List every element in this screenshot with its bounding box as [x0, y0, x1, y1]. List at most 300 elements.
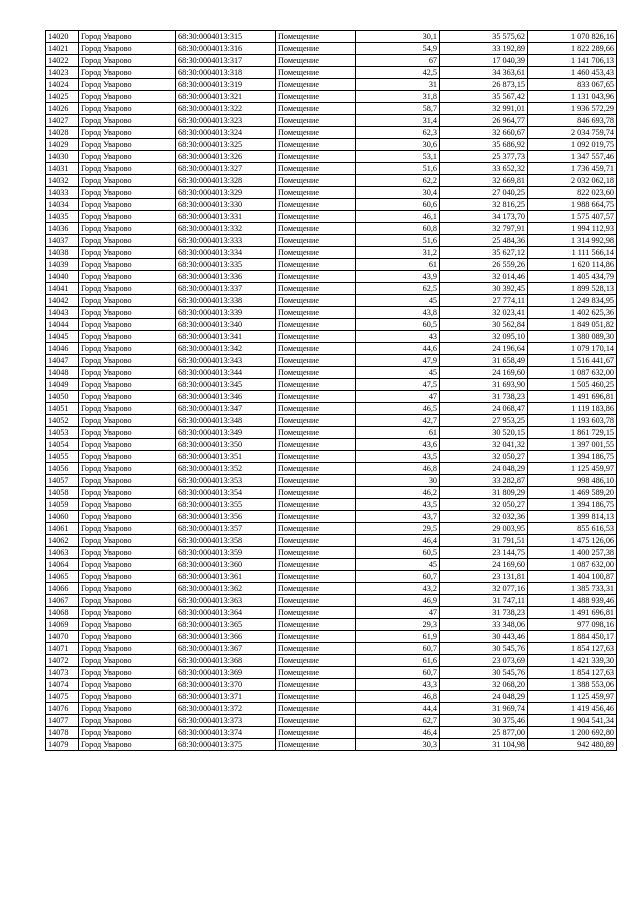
table-row — [46, 523, 617, 535]
object-type-cell: Помещение — [276, 583, 356, 595]
object-type-cell: Помещение — [276, 235, 356, 247]
table-body — [46, 31, 617, 751]
object-type-cell: Помещение — [276, 403, 356, 415]
area-cell: 43,3 — [356, 679, 440, 691]
object-type-cell: Помещение — [276, 115, 356, 127]
table-row — [46, 415, 617, 427]
table-row — [46, 595, 617, 607]
settlement-cell: Город Уварово — [79, 715, 176, 727]
cadastral-number-cell: 68:30:0004013:361 — [176, 571, 276, 583]
area-cell: 51,6 — [356, 235, 440, 247]
table-row — [46, 67, 617, 79]
specific-value-cell: 32 068,20 — [440, 679, 528, 691]
settlement-cell: Город Уварово — [79, 67, 176, 79]
area-cell: 60,6 — [356, 199, 440, 211]
cadastral-value-cell: 1 421 339,30 — [528, 655, 617, 667]
area-cell: 29,5 — [356, 523, 440, 535]
cadastral-value-cell: 1 516 441,67 — [528, 355, 617, 367]
specific-value-cell: 35 627,12 — [440, 247, 528, 259]
area-cell: 46,4 — [356, 727, 440, 739]
settlement-cell: Город Уварово — [79, 259, 176, 271]
row-number-cell: 14071 — [46, 643, 79, 655]
object-type-cell: Помещение — [276, 151, 356, 163]
specific-value-cell: 32 991,01 — [440, 103, 528, 115]
settlement-cell: Город Уварово — [79, 559, 176, 571]
row-number-cell: 14050 — [46, 391, 79, 403]
area-cell: 42,7 — [356, 415, 440, 427]
settlement-cell: Город Уварово — [79, 679, 176, 691]
object-type-cell: Помещение — [276, 283, 356, 295]
area-cell: 30,1 — [356, 31, 440, 43]
cadastral-value-cell: 1 402 625,36 — [528, 307, 617, 319]
object-type-cell: Помещение — [276, 715, 356, 727]
cadastral-value-cell: 1 505 460,25 — [528, 379, 617, 391]
cadastral-value-cell: 833 067,65 — [528, 79, 617, 91]
area-cell: 31 — [356, 79, 440, 91]
specific-value-cell: 23 073,69 — [440, 655, 528, 667]
object-type-cell: Помещение — [276, 319, 356, 331]
cadastral-value-cell: 1 849 051,82 — [528, 319, 617, 331]
table-row — [46, 307, 617, 319]
object-type-cell: Помещение — [276, 451, 356, 463]
area-cell: 43 — [356, 331, 440, 343]
row-number-cell: 14045 — [46, 331, 79, 343]
row-number-cell: 14078 — [46, 727, 79, 739]
cadastral-value-cell: 1 736 459,71 — [528, 163, 617, 175]
area-cell: 43,7 — [356, 511, 440, 523]
cadastral-value-cell: 1 399 814,13 — [528, 511, 617, 523]
row-number-cell: 14021 — [46, 43, 79, 55]
settlement-cell: Город Уварово — [79, 619, 176, 631]
row-number-cell: 14065 — [46, 571, 79, 583]
cadastral-value-cell: 1 988 664,75 — [528, 199, 617, 211]
area-cell: 61 — [356, 259, 440, 271]
settlement-cell: Город Уварово — [79, 127, 176, 139]
area-cell: 42,5 — [356, 67, 440, 79]
specific-value-cell: 31 969,74 — [440, 703, 528, 715]
area-cell: 31,8 — [356, 91, 440, 103]
object-type-cell: Помещение — [276, 739, 356, 751]
specific-value-cell: 32 050,27 — [440, 451, 528, 463]
settlement-cell: Город Уварово — [79, 307, 176, 319]
specific-value-cell: 24 169,60 — [440, 367, 528, 379]
object-type-cell: Помещение — [276, 79, 356, 91]
cadastral-number-cell: 68:30:0004013:319 — [176, 79, 276, 91]
specific-value-cell: 32 077,16 — [440, 583, 528, 595]
area-cell: 60,7 — [356, 643, 440, 655]
cadastral-number-cell: 68:30:0004013:335 — [176, 259, 276, 271]
cadastral-number-cell: 68:30:0004013:316 — [176, 43, 276, 55]
area-cell: 43,8 — [356, 307, 440, 319]
table-row — [46, 439, 617, 451]
area-cell: 51,6 — [356, 163, 440, 175]
specific-value-cell: 25 877,00 — [440, 727, 528, 739]
area-cell: 58,7 — [356, 103, 440, 115]
specific-value-cell: 32 816,25 — [440, 199, 528, 211]
cadastral-number-cell: 68:30:0004013:331 — [176, 211, 276, 223]
cadastral-value-cell: 1 087 632,00 — [528, 367, 617, 379]
area-cell: 61,6 — [356, 655, 440, 667]
cadastral-value-cell: 1 388 553,06 — [528, 679, 617, 691]
object-type-cell: Помещение — [276, 139, 356, 151]
settlement-cell: Город Уварово — [79, 151, 176, 163]
table-row — [46, 187, 617, 199]
settlement-cell: Город Уварово — [79, 667, 176, 679]
cadastral-value-cell: 1 347 557,46 — [528, 151, 617, 163]
table-row — [46, 739, 617, 751]
settlement-cell: Город Уварово — [79, 331, 176, 343]
cadastral-value-cell: 1 936 572,29 — [528, 103, 617, 115]
table-row — [46, 331, 617, 343]
object-type-cell: Помещение — [276, 439, 356, 451]
area-cell: 44,4 — [356, 703, 440, 715]
row-number-cell: 14046 — [46, 343, 79, 355]
row-number-cell: 14037 — [46, 235, 79, 247]
cadastral-number-cell: 68:30:0004013:339 — [176, 307, 276, 319]
settlement-cell: Город Уварово — [79, 511, 176, 523]
cadastral-value-cell: 1 125 459,97 — [528, 691, 617, 703]
object-type-cell: Помещение — [276, 91, 356, 103]
settlement-cell: Город Уварово — [79, 499, 176, 511]
settlement-cell: Город Уварово — [79, 655, 176, 667]
row-number-cell: 14057 — [46, 475, 79, 487]
cadastral-number-cell: 68:30:0004013:315 — [176, 31, 276, 43]
settlement-cell: Город Уварово — [79, 283, 176, 295]
cadastral-value-cell: 1 400 257,38 — [528, 547, 617, 559]
table-row — [46, 235, 617, 247]
specific-value-cell: 27 040,25 — [440, 187, 528, 199]
cadastral-value-cell: 1 620 114,86 — [528, 259, 617, 271]
cadastral-value-cell: 822 023,60 — [528, 187, 617, 199]
settlement-cell: Город Уварово — [79, 43, 176, 55]
row-number-cell: 14051 — [46, 403, 79, 415]
cadastral-number-cell: 68:30:0004013:362 — [176, 583, 276, 595]
settlement-cell: Город Уварово — [79, 691, 176, 703]
cadastral-number-cell: 68:30:0004013:327 — [176, 163, 276, 175]
area-cell: 54,9 — [356, 43, 440, 55]
cadastral-number-cell: 68:30:0004013:354 — [176, 487, 276, 499]
table-row — [46, 487, 617, 499]
row-number-cell: 14033 — [46, 187, 79, 199]
specific-value-cell: 35 567,42 — [440, 91, 528, 103]
cadastral-number-cell: 68:30:0004013:349 — [176, 427, 276, 439]
table-row — [46, 319, 617, 331]
object-type-cell: Помещение — [276, 271, 356, 283]
row-number-cell: 14072 — [46, 655, 79, 667]
row-number-cell: 14075 — [46, 691, 79, 703]
cadastral-value-cell: 1 249 834,95 — [528, 295, 617, 307]
cadastral-number-cell: 68:30:0004013:338 — [176, 295, 276, 307]
area-cell: 31,4 — [356, 115, 440, 127]
table-row — [46, 655, 617, 667]
cadastral-number-cell: 68:30:0004013:372 — [176, 703, 276, 715]
cadastral-number-cell: 68:30:0004013:342 — [176, 343, 276, 355]
cadastral-value-cell: 1 419 456,46 — [528, 703, 617, 715]
cadastral-number-cell: 68:30:0004013:332 — [176, 223, 276, 235]
cadastral-number-cell: 68:30:0004013:345 — [176, 379, 276, 391]
settlement-cell: Город Уварово — [79, 379, 176, 391]
table-row — [46, 43, 617, 55]
area-cell: 60,7 — [356, 571, 440, 583]
cadastral-number-cell: 68:30:0004013:346 — [176, 391, 276, 403]
object-type-cell: Помещение — [276, 343, 356, 355]
settlement-cell: Город Уварово — [79, 319, 176, 331]
table-row — [46, 451, 617, 463]
row-number-cell: 14031 — [46, 163, 79, 175]
specific-value-cell: 26 559,26 — [440, 259, 528, 271]
area-cell: 60,7 — [356, 667, 440, 679]
area-cell: 45 — [356, 367, 440, 379]
table-row — [46, 151, 617, 163]
area-cell: 30,4 — [356, 187, 440, 199]
object-type-cell: Помещение — [276, 595, 356, 607]
row-number-cell: 14067 — [46, 595, 79, 607]
cadastral-number-cell: 68:30:0004013:364 — [176, 607, 276, 619]
row-number-cell: 14058 — [46, 487, 79, 499]
object-type-cell: Помещение — [276, 499, 356, 511]
specific-value-cell: 27 774,11 — [440, 295, 528, 307]
specific-value-cell: 32 797,91 — [440, 223, 528, 235]
cadastral-number-cell: 68:30:0004013:352 — [176, 463, 276, 475]
object-type-cell: Помещение — [276, 31, 356, 43]
specific-value-cell: 31 658,49 — [440, 355, 528, 367]
area-cell: 46,1 — [356, 211, 440, 223]
cadastral-number-cell: 68:30:0004013:341 — [176, 331, 276, 343]
settlement-cell: Город Уварово — [79, 223, 176, 235]
object-type-cell: Помещение — [276, 643, 356, 655]
cadastral-value-cell: 1 397 001,55 — [528, 439, 617, 451]
cadastral-value-cell: 1 380 089,30 — [528, 331, 617, 343]
object-type-cell: Помещение — [276, 199, 356, 211]
table-row — [46, 703, 617, 715]
table-row — [46, 271, 617, 283]
cadastral-number-cell: 68:30:0004013:318 — [176, 67, 276, 79]
object-type-cell: Помещение — [276, 355, 356, 367]
cadastral-value-cell: 1 994 112,93 — [528, 223, 617, 235]
specific-value-cell: 30 375,46 — [440, 715, 528, 727]
area-cell: 43,6 — [356, 439, 440, 451]
settlement-cell: Город Уварово — [79, 355, 176, 367]
object-type-cell: Помещение — [276, 523, 356, 535]
cadastral-number-cell: 68:30:0004013:321 — [176, 91, 276, 103]
area-cell: 62,3 — [356, 127, 440, 139]
cadastral-value-cell: 1 200 692,80 — [528, 727, 617, 739]
specific-value-cell: 26 873,15 — [440, 79, 528, 91]
area-cell: 61,9 — [356, 631, 440, 643]
settlement-cell: Город Уварово — [79, 187, 176, 199]
object-type-cell: Помещение — [276, 175, 356, 187]
cadastral-value-cell: 1 488 939,46 — [528, 595, 617, 607]
settlement-cell: Город Уварово — [79, 295, 176, 307]
cadastral-value-cell: 1 404 100,87 — [528, 571, 617, 583]
row-number-cell: 14079 — [46, 739, 79, 751]
cadastral-number-cell: 68:30:0004013:330 — [176, 199, 276, 211]
object-type-cell: Помещение — [276, 331, 356, 343]
settlement-cell: Город Уварово — [79, 367, 176, 379]
cadastral-number-cell: 68:30:0004013:333 — [176, 235, 276, 247]
table-row — [46, 643, 617, 655]
cadastral-number-cell: 68:30:0004013:337 — [176, 283, 276, 295]
table-row — [46, 499, 617, 511]
settlement-cell: Город Уварово — [79, 139, 176, 151]
row-number-cell: 14039 — [46, 259, 79, 271]
table-row — [46, 199, 617, 211]
table-row — [46, 679, 617, 691]
table-row — [46, 691, 617, 703]
area-cell: 67 — [356, 55, 440, 67]
row-number-cell: 14060 — [46, 511, 79, 523]
cadastral-number-cell: 68:30:0004013:348 — [176, 415, 276, 427]
object-type-cell: Помещение — [276, 127, 356, 139]
settlement-cell: Город Уварово — [79, 451, 176, 463]
table-row — [46, 211, 617, 223]
cadastral-number-cell: 68:30:0004013:363 — [176, 595, 276, 607]
settlement-cell: Город Уварово — [79, 115, 176, 127]
cadastral-value-cell: 2 034 759,74 — [528, 127, 617, 139]
area-cell: 62,5 — [356, 283, 440, 295]
area-cell: 46,5 — [356, 403, 440, 415]
settlement-cell: Город Уварово — [79, 739, 176, 751]
cadastral-number-cell: 68:30:0004013:324 — [176, 127, 276, 139]
specific-value-cell: 35 575,62 — [440, 31, 528, 43]
object-type-cell: Помещение — [276, 67, 356, 79]
specific-value-cell: 27 953,25 — [440, 415, 528, 427]
area-cell: 60,5 — [356, 319, 440, 331]
row-number-cell: 14025 — [46, 91, 79, 103]
settlement-cell: Город Уварово — [79, 235, 176, 247]
area-cell: 43,2 — [356, 583, 440, 595]
area-cell: 43,5 — [356, 451, 440, 463]
settlement-cell: Город Уварово — [79, 79, 176, 91]
specific-value-cell: 24 068,47 — [440, 403, 528, 415]
table-row — [46, 583, 617, 595]
specific-value-cell: 24 196,64 — [440, 343, 528, 355]
settlement-cell: Город Уварово — [79, 631, 176, 643]
settlement-cell: Город Уварово — [79, 247, 176, 259]
document-page — [45, 30, 616, 751]
object-type-cell: Помещение — [276, 367, 356, 379]
specific-value-cell: 25 484,36 — [440, 235, 528, 247]
table-row — [46, 463, 617, 475]
object-type-cell: Помещение — [276, 223, 356, 235]
row-number-cell: 14066 — [46, 583, 79, 595]
table-row — [46, 91, 617, 103]
table-row — [46, 475, 617, 487]
table-row — [46, 103, 617, 115]
cadastral-value-cell: 2 032 062,18 — [528, 175, 617, 187]
object-type-cell: Помещение — [276, 43, 356, 55]
specific-value-cell: 32 660,67 — [440, 127, 528, 139]
table-row — [46, 511, 617, 523]
row-number-cell: 14055 — [46, 451, 79, 463]
object-type-cell: Помещение — [276, 259, 356, 271]
row-number-cell: 14040 — [46, 271, 79, 283]
area-cell: 47 — [356, 391, 440, 403]
row-number-cell: 14070 — [46, 631, 79, 643]
cadastral-value-cell: 1 861 729,15 — [528, 427, 617, 439]
settlement-cell: Город Уварово — [79, 391, 176, 403]
cadastral-number-cell: 68:30:0004013:358 — [176, 535, 276, 547]
row-number-cell: 14029 — [46, 139, 79, 151]
settlement-cell: Город Уварово — [79, 31, 176, 43]
specific-value-cell: 33 192,89 — [440, 43, 528, 55]
cadastral-number-cell: 68:30:0004013:370 — [176, 679, 276, 691]
cadastral-value-cell: 1 822 289,66 — [528, 43, 617, 55]
settlement-cell: Город Уварово — [79, 403, 176, 415]
cadastral-number-cell: 68:30:0004013:353 — [176, 475, 276, 487]
object-type-cell: Помещение — [276, 55, 356, 67]
object-type-cell: Помещение — [276, 607, 356, 619]
settlement-cell: Город Уварово — [79, 103, 176, 115]
table-row — [46, 391, 617, 403]
cadastral-number-cell: 68:30:0004013:367 — [176, 643, 276, 655]
area-cell: 30,3 — [356, 739, 440, 751]
specific-value-cell: 34 173,70 — [440, 211, 528, 223]
specific-value-cell: 32 023,41 — [440, 307, 528, 319]
row-number-cell: 14043 — [46, 307, 79, 319]
specific-value-cell: 31 693,90 — [440, 379, 528, 391]
settlement-cell: Город Уварово — [79, 343, 176, 355]
cadastral-value-cell: 1 070 826,16 — [528, 31, 617, 43]
settlement-cell: Город Уварово — [79, 547, 176, 559]
specific-value-cell: 32 095,10 — [440, 331, 528, 343]
cadastral-number-cell: 68:30:0004013:334 — [176, 247, 276, 259]
object-type-cell: Помещение — [276, 103, 356, 115]
specific-value-cell: 32 014,46 — [440, 271, 528, 283]
row-number-cell: 14042 — [46, 295, 79, 307]
row-number-cell: 14073 — [46, 667, 79, 679]
row-number-cell: 14077 — [46, 715, 79, 727]
cadastral-value-cell: 1 125 459,97 — [528, 463, 617, 475]
settlement-cell: Город Уварово — [79, 535, 176, 547]
object-type-cell: Помещение — [276, 211, 356, 223]
specific-value-cell: 24 169,60 — [440, 559, 528, 571]
table-row — [46, 547, 617, 559]
specific-value-cell: 34 363,61 — [440, 67, 528, 79]
cadastral-value-cell: 1 141 706,13 — [528, 55, 617, 67]
cadastral-value-cell: 1 405 434,79 — [528, 271, 617, 283]
cadastral-value-cell: 942 480,89 — [528, 739, 617, 751]
object-type-cell: Помещение — [276, 247, 356, 259]
row-number-cell: 14076 — [46, 703, 79, 715]
cadastral-number-cell: 68:30:0004013:344 — [176, 367, 276, 379]
settlement-cell: Город Уварово — [79, 487, 176, 499]
row-number-cell: 14036 — [46, 223, 79, 235]
row-number-cell: 14035 — [46, 211, 79, 223]
row-number-cell: 14062 — [46, 535, 79, 547]
cadastral-number-cell: 68:30:0004013:355 — [176, 499, 276, 511]
object-type-cell: Помещение — [276, 511, 356, 523]
table-row — [46, 247, 617, 259]
cadastral-value-cell: 1 904 541,34 — [528, 715, 617, 727]
table-row — [46, 175, 617, 187]
settlement-cell: Город Уварово — [79, 643, 176, 655]
object-type-cell: Помещение — [276, 487, 356, 499]
cadastral-value-cell: 1 131 043,96 — [528, 91, 617, 103]
specific-value-cell: 30 562,84 — [440, 319, 528, 331]
object-type-cell: Помещение — [276, 379, 356, 391]
table-row — [46, 79, 617, 91]
row-number-cell: 14054 — [46, 439, 79, 451]
cadastral-value-cell: 1 079 170,14 — [528, 343, 617, 355]
table-row — [46, 163, 617, 175]
row-number-cell: 14048 — [46, 367, 79, 379]
settlement-cell: Город Уварово — [79, 571, 176, 583]
cadastral-number-cell: 68:30:0004013:328 — [176, 175, 276, 187]
row-number-cell: 14032 — [46, 175, 79, 187]
row-number-cell: 14027 — [46, 115, 79, 127]
specific-value-cell: 17 040,39 — [440, 55, 528, 67]
